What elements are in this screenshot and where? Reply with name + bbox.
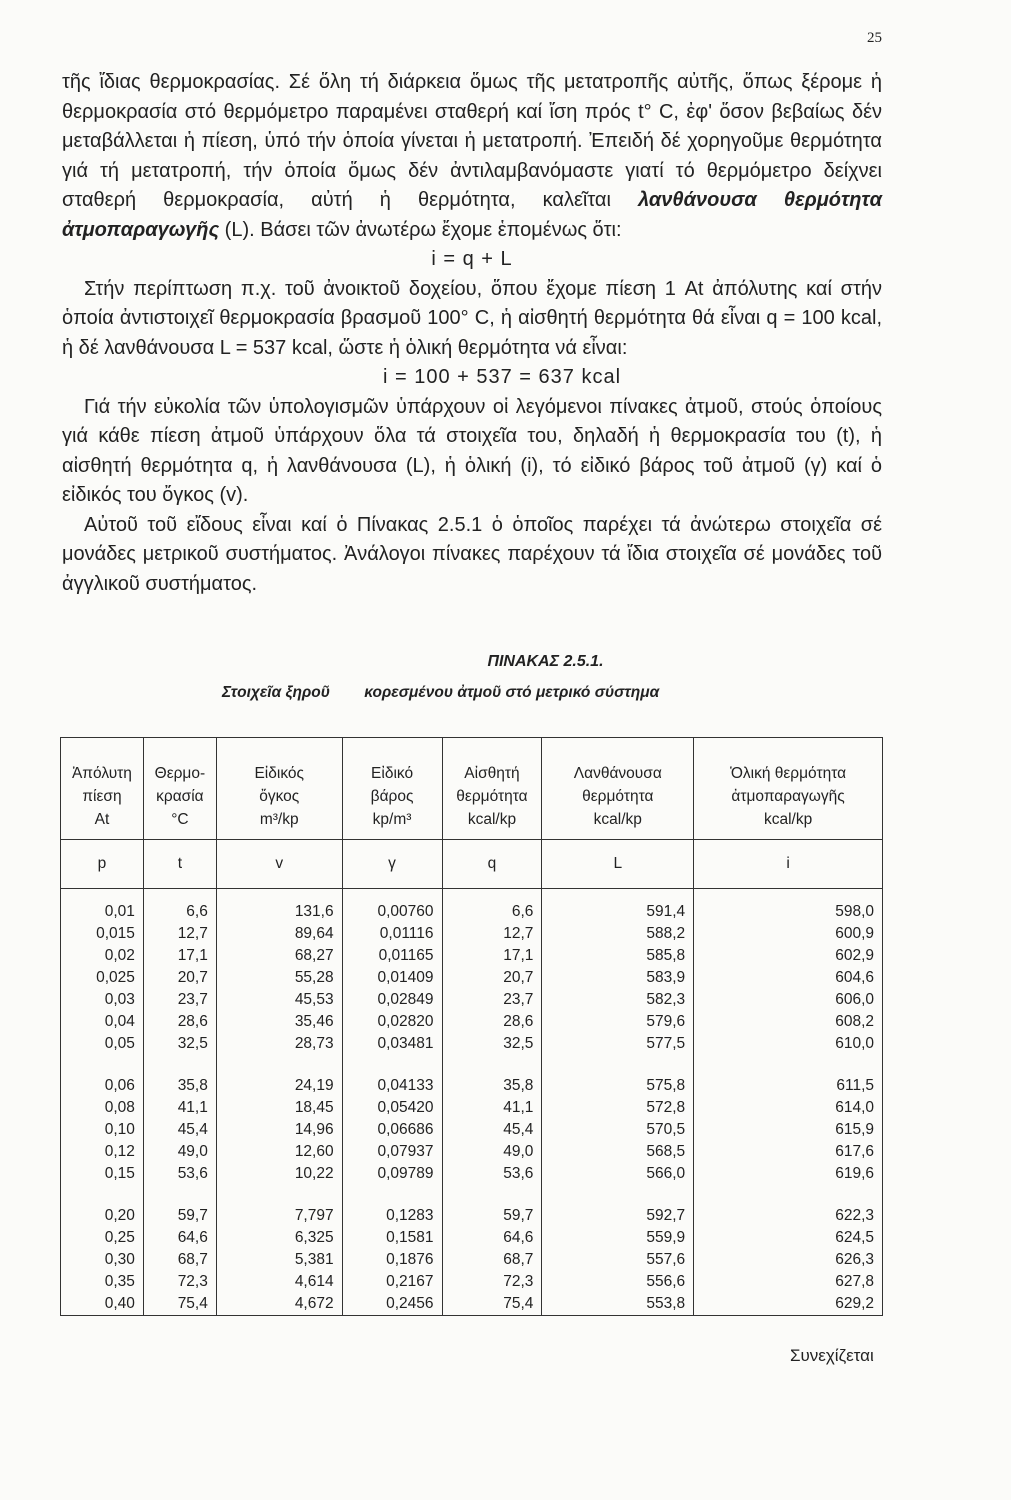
column-header-line: At bbox=[94, 811, 110, 828]
table-cell: 566,0 bbox=[542, 1163, 694, 1185]
table-cell: 59,7 bbox=[442, 1185, 542, 1227]
table-cell: 41,1 bbox=[442, 1097, 542, 1119]
table-cell: 23,7 bbox=[442, 989, 542, 1011]
symbol-cell: t bbox=[143, 840, 216, 889]
column-header-line: kcal/kp bbox=[763, 811, 813, 828]
table-cell: 0,00760 bbox=[342, 889, 442, 924]
paragraph-4: Αὐτοῦ τοῦ εἴδους εἶναι καί ὁ Πίνακας 2.5.1 ὁ ὁποῖος παρέχει τά ἀνώτερω στοιχεῖα σέ μονάδες μετρικοῦ συστήματος. Ἀνάλογοι πίνακες παρέχουν τά ἴδια στοιχεῖα σέ μονάδες τοῦ ἀγγλικοῦ συστήματος. bbox=[62, 513, 882, 595]
symbol-row bbox=[61, 840, 883, 889]
table-cell: 49,0 bbox=[143, 1141, 216, 1163]
table-cell: 5,381 bbox=[216, 1249, 342, 1271]
table-cell: 600,9 bbox=[694, 923, 883, 945]
table-cell: 0,1283 bbox=[342, 1185, 442, 1227]
column-header-line: θερμότητα bbox=[582, 788, 654, 805]
column-header-line: Ἀπόλυτη bbox=[71, 765, 132, 782]
table-cell: 32,5 bbox=[442, 1033, 542, 1055]
table-cell: 604,6 bbox=[694, 967, 883, 989]
table-cell: 68,7 bbox=[442, 1249, 542, 1271]
table-row bbox=[61, 1185, 883, 1227]
column-header bbox=[694, 738, 883, 840]
table-row bbox=[61, 989, 883, 1011]
table-cell: 45,4 bbox=[442, 1119, 542, 1141]
table-cell: 0,40 bbox=[61, 1293, 144, 1316]
table-cell: 89,64 bbox=[216, 923, 342, 945]
table-row bbox=[61, 1141, 883, 1163]
table-cell: 53,6 bbox=[143, 1163, 216, 1185]
table-header-row bbox=[61, 738, 883, 840]
table-cell: 0,25 bbox=[61, 1227, 144, 1249]
table-cell: 17,1 bbox=[442, 945, 542, 967]
table-row bbox=[61, 1011, 883, 1033]
column-header-line: kcal/kp bbox=[467, 811, 517, 828]
table-cell: 20,7 bbox=[442, 967, 542, 989]
table-cell: 0,01116 bbox=[342, 923, 442, 945]
table-cell: 0,01165 bbox=[342, 945, 442, 967]
table-cell: 4,672 bbox=[216, 1293, 342, 1316]
table-cell: 602,9 bbox=[694, 945, 883, 967]
table-cell: 6,325 bbox=[216, 1227, 342, 1249]
table-cell: 53,6 bbox=[442, 1163, 542, 1185]
table-cell: 41,1 bbox=[143, 1097, 216, 1119]
table-cell: 0,12 bbox=[61, 1141, 144, 1163]
table-cell: 553,8 bbox=[542, 1293, 694, 1316]
table-row bbox=[61, 1227, 883, 1249]
column-header-line: πίεση bbox=[82, 788, 122, 805]
table-cell: 610,0 bbox=[694, 1033, 883, 1055]
table-cell: 624,5 bbox=[694, 1227, 883, 1249]
table-cell: 0,1581 bbox=[342, 1227, 442, 1249]
table-cell: 588,2 bbox=[542, 923, 694, 945]
table-cell: 23,7 bbox=[143, 989, 216, 1011]
column-header-line: °C bbox=[171, 811, 189, 828]
table-cell: 608,2 bbox=[694, 1011, 883, 1033]
column-header-line: Θερμο- bbox=[154, 765, 206, 782]
table-subtitle-left: Στοιχεῖα ξηροῦ bbox=[222, 684, 330, 701]
column-header-line: ἀτμοπαραγωγῆς bbox=[731, 788, 845, 805]
table-cell: 35,8 bbox=[442, 1055, 542, 1097]
column-header-line: κρασία bbox=[156, 788, 204, 805]
table-cell: 0,03481 bbox=[342, 1033, 442, 1055]
table-row bbox=[61, 967, 883, 989]
table-cell: 622,3 bbox=[694, 1185, 883, 1227]
column-header bbox=[61, 738, 144, 840]
table-row bbox=[61, 1119, 883, 1141]
table-cell: 0,2167 bbox=[342, 1271, 442, 1293]
symbol-cell: p bbox=[61, 840, 144, 889]
column-header-line: θερμότητα bbox=[456, 788, 528, 805]
table-row bbox=[61, 1033, 883, 1055]
table-cell: 591,4 bbox=[542, 889, 694, 924]
column-header-line: Εἰδικός bbox=[254, 765, 304, 782]
body-text bbox=[62, 68, 882, 599]
table-cell: 0,02820 bbox=[342, 1011, 442, 1033]
table-cell: 556,6 bbox=[542, 1271, 694, 1293]
column-header-line: Λανθάνουσα bbox=[573, 765, 662, 782]
table-row bbox=[61, 1097, 883, 1119]
table-cell: 6,6 bbox=[143, 889, 216, 924]
table-cell: 572,8 bbox=[542, 1097, 694, 1119]
table-cell: 32,5 bbox=[143, 1033, 216, 1055]
table-cell: 28,6 bbox=[442, 1011, 542, 1033]
table-cell: 575,8 bbox=[542, 1055, 694, 1097]
table-cell: 598,0 bbox=[694, 889, 883, 924]
table-cell: 28,6 bbox=[143, 1011, 216, 1033]
table-cell: 75,4 bbox=[143, 1293, 216, 1316]
column-header bbox=[216, 738, 342, 840]
formula-i-q-l: i = q + L bbox=[431, 248, 513, 270]
table-cell: 582,3 bbox=[542, 989, 694, 1011]
table-cell: 627,8 bbox=[694, 1271, 883, 1293]
table-title: ΠΙΝΑΚΑΣ 2.5.1. bbox=[487, 653, 604, 670]
column-header-line: Αἰσθητή bbox=[464, 765, 520, 782]
table-cell: 0,06 bbox=[61, 1055, 144, 1097]
table-row bbox=[61, 923, 883, 945]
table-row bbox=[61, 1055, 883, 1097]
page-number: 25 bbox=[867, 30, 882, 46]
table-cell: 0,09789 bbox=[342, 1163, 442, 1185]
paragraph-3: Γιά τήν εὐκολία τῶν ὑπολογισμῶν ὑπάρχουν οἱ λεγόμενοι πίνακες ἀτμοῦ, στούς ὁποίους γιά κάθε πίεση ἀτμοῦ ὑπάρχουν ὅλα τά στοιχεῖα του, δηλαδή ἡ θερμοκρασία του (t), ἡ αἰσθητή θερμότητα q, ἡ λανθάνουσα (L), ἡ ὁλική (i), τό εἰδικό βάρος τοῦ ἀτμοῦ (γ) καί ὁ εἰδικός του ὄγκος (v). bbox=[62, 395, 882, 506]
column-header-line: Ὁλική θερμότητα bbox=[730, 765, 847, 782]
table-cell: 49,0 bbox=[442, 1141, 542, 1163]
column-header-line: ὄγκος bbox=[259, 788, 300, 805]
table-cell: 0,06686 bbox=[342, 1119, 442, 1141]
table-cell: 17,1 bbox=[143, 945, 216, 967]
paragraph-1-text: τῆς ἴδιας θερμοκρασίας. Σέ ὅλη τή διάρκεια ὅμως τῆς μετατροπῆς αὐτῆς, ὅπως ξέρομε ἡ θερμοκρασία στό θερμόμετρο παραμένει σταθερή καί ἴση πρός t° C, ἐφ' ὅσον βεβαίως δέν μεταβάλλεται ἡ πίεση, ὑπό τήν ὁποία γίνεται ἡ μετατροπή. Ἐπειδή δέ χορηγοῦμε θερμότητα γιά τή μετατροπή, τήν ὁποία ὅμως δέν ἀντιλαμβανόμαστε γιατί τό θερμόμετρο δείχνει σταθερή θερμοκρασία, αὐτή ἡ θερμότητα, καλεῖται bbox=[62, 71, 882, 211]
continued-label: Συνεχίζεται bbox=[790, 1346, 874, 1365]
table-cell: 617,6 bbox=[694, 1141, 883, 1163]
table-cell: 72,3 bbox=[143, 1271, 216, 1293]
table-cell: 68,27 bbox=[216, 945, 342, 967]
table-cell: 614,0 bbox=[694, 1097, 883, 1119]
table-row bbox=[61, 1271, 883, 1293]
table-cell: 0,10 bbox=[61, 1119, 144, 1141]
column-header bbox=[342, 738, 442, 840]
table-cell: 35,46 bbox=[216, 1011, 342, 1033]
table-cell: 0,2456 bbox=[342, 1293, 442, 1316]
table-cell: 59,7 bbox=[143, 1185, 216, 1227]
table-cell: 0,01409 bbox=[342, 967, 442, 989]
table-cell: 0,04133 bbox=[342, 1055, 442, 1097]
table-cell: 24,19 bbox=[216, 1055, 342, 1097]
table-cell: 0,03 bbox=[61, 989, 144, 1011]
table-cell: 579,6 bbox=[542, 1011, 694, 1033]
table-cell: 585,8 bbox=[542, 945, 694, 967]
column-header-line: m³/kp bbox=[259, 811, 299, 828]
table-row bbox=[61, 1293, 883, 1316]
table-cell: 0,30 bbox=[61, 1249, 144, 1271]
table-cell: 10,22 bbox=[216, 1163, 342, 1185]
paragraph-1 bbox=[62, 68, 882, 245]
table-cell: 0,35 bbox=[61, 1271, 144, 1293]
table-cell: 0,025 bbox=[61, 967, 144, 989]
table-row bbox=[61, 1163, 883, 1185]
table-cell: 45,53 bbox=[216, 989, 342, 1011]
table-cell: 583,9 bbox=[542, 967, 694, 989]
table-row bbox=[61, 945, 883, 967]
table-cell: 0,02 bbox=[61, 945, 144, 967]
table-cell: 559,9 bbox=[542, 1227, 694, 1249]
table-cell: 0,05 bbox=[61, 1033, 144, 1055]
column-header-line: kp/m³ bbox=[372, 811, 412, 828]
table-cell: 12,7 bbox=[143, 923, 216, 945]
table-cell: 577,5 bbox=[542, 1033, 694, 1055]
table-cell: 626,3 bbox=[694, 1249, 883, 1271]
table-cell: 28,73 bbox=[216, 1033, 342, 1055]
table-cell: 45,4 bbox=[143, 1119, 216, 1141]
table-cell: 18,45 bbox=[216, 1097, 342, 1119]
table-cell: 0,05420 bbox=[342, 1097, 442, 1119]
symbol-cell: i bbox=[694, 840, 883, 889]
table-cell: 55,28 bbox=[216, 967, 342, 989]
table-cell: 131,6 bbox=[216, 889, 342, 924]
table-subtitle-right: κορεσμένου ἀτμοῦ στό μετρικό σύστημα bbox=[364, 684, 660, 701]
table-cell: 611,5 bbox=[694, 1055, 883, 1097]
table-cell: 68,7 bbox=[143, 1249, 216, 1271]
table-cell: 20,7 bbox=[143, 967, 216, 989]
table-cell: 35,8 bbox=[143, 1055, 216, 1097]
paragraph-1-tail: (L). Βάσει τῶν ἀνωτέρω ἔχομε ἑπομένως ὅτι: bbox=[224, 218, 622, 241]
table-row bbox=[61, 889, 883, 924]
column-header-line: βάρος bbox=[370, 788, 414, 805]
table-cell: 606,0 bbox=[694, 989, 883, 1011]
table-cell: 12,7 bbox=[442, 923, 542, 945]
latent-heat-term: λανθάνουσα θερμότητα ἀτμοπαραγωγῆς bbox=[62, 189, 882, 241]
table-subtitle bbox=[222, 684, 689, 702]
column-header bbox=[143, 738, 216, 840]
symbol-cell: γ bbox=[342, 840, 442, 889]
column-header-line: Εἰδικό bbox=[371, 765, 414, 782]
table-cell: 615,9 bbox=[694, 1119, 883, 1141]
formula-total-heat: i = 100 + 537 = 637 kcal bbox=[382, 366, 622, 388]
table-cell: 0,07937 bbox=[342, 1141, 442, 1163]
table-cell: 72,3 bbox=[442, 1271, 542, 1293]
table-cell: 75,4 bbox=[442, 1293, 542, 1316]
table-cell: 629,2 bbox=[694, 1293, 883, 1316]
symbol-cell: q bbox=[442, 840, 542, 889]
paragraph-2: Στήν περίπτωση π.χ. τοῦ ἀνοικτοῦ δοχείου, ὅπου ἔχομε πίεση 1 At ἀπόλυτης καί στήν ὁποία ἀντιστοιχεῖ θερμοκρασία βρασμοῦ 100° C, ἡ αἰσθητή θερμότητα θά εἶναι q = 100 kcal, ἡ δέ λανθάνουσα L = 537 kcal, ὥστε ἡ ὁλική θερμότητα νά εἶναι: bbox=[62, 277, 882, 359]
table-cell: 7,797 bbox=[216, 1185, 342, 1227]
table-cell: 64,6 bbox=[143, 1227, 216, 1249]
table-cell: 0,20 bbox=[61, 1185, 144, 1227]
table-cell: 6,6 bbox=[442, 889, 542, 924]
table-cell: 0,08 bbox=[61, 1097, 144, 1119]
table-cell: 12,60 bbox=[216, 1141, 342, 1163]
column-header bbox=[442, 738, 542, 840]
column-header-line: kcal/kp bbox=[593, 811, 642, 828]
table-cell: 14,96 bbox=[216, 1119, 342, 1141]
table-cell: 570,5 bbox=[542, 1119, 694, 1141]
table-cell: 619,6 bbox=[694, 1163, 883, 1185]
symbol-cell: v bbox=[216, 840, 342, 889]
table-cell: 568,5 bbox=[542, 1141, 694, 1163]
table-row bbox=[61, 1249, 883, 1271]
table-cell: 4,614 bbox=[216, 1271, 342, 1293]
symbol-cell: L bbox=[542, 840, 694, 889]
table-cell: 0,015 bbox=[61, 923, 144, 945]
table-cell: 0,04 bbox=[61, 1011, 144, 1033]
table-cell: 592,7 bbox=[542, 1185, 694, 1227]
steam-table bbox=[60, 737, 883, 1316]
table-cell: 64,6 bbox=[442, 1227, 542, 1249]
table-cell: 0,1876 bbox=[342, 1249, 442, 1271]
table-cell: 0,02849 bbox=[342, 989, 442, 1011]
table-cell: 557,6 bbox=[542, 1249, 694, 1271]
column-header bbox=[542, 738, 694, 840]
table-cell: 0,15 bbox=[61, 1163, 144, 1185]
table-cell: 0,01 bbox=[61, 889, 144, 924]
